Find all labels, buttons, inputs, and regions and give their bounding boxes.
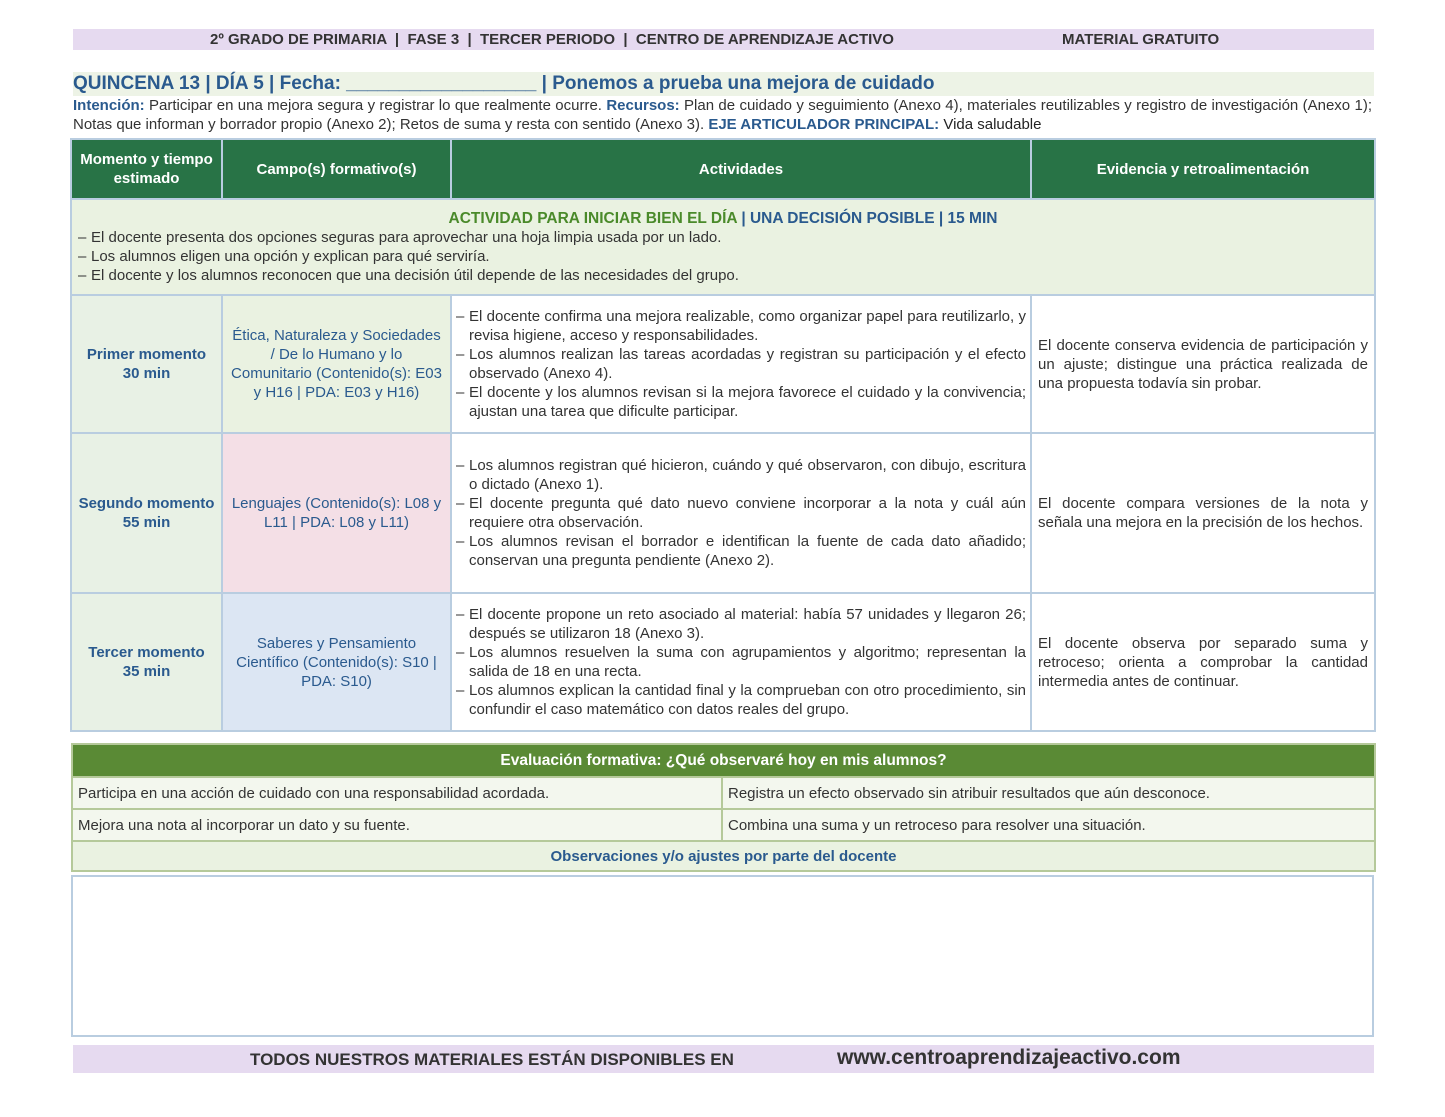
recursos-text: Plan de cuidado y seguimiento (Anexo 4), materiales reutilizables y registro de investigación (Anexo 1); Notas que informan y borrador propio (Anexo 2); Retos de suma y resta con sentido (Anexo 3). (73, 97, 1372, 133)
inicio-list (78, 228, 1368, 285)
intencion-label: Intención: (73, 97, 145, 114)
momento-label: Segundo momento (78, 495, 215, 512)
observaciones-title: Observaciones y/o ajustes por parte del docente (72, 841, 1375, 871)
table-row (71, 433, 1375, 593)
evaluation-item: Registra un efecto observado sin atribuir resultados que aún desconoce. (722, 777, 1375, 809)
evaluation-item: Combina una suma y un retroceso para resolver una situación. (722, 809, 1375, 841)
table-row (71, 593, 1375, 731)
list-item: – El docente y los alumnos reconocen que una decisión útil depende de las necesidades del grupo. (78, 266, 1368, 285)
planning-table (70, 138, 1376, 732)
evidencia-cell: El docente conserva evidencia de participación y un ajuste; distingue una práctica realizada de una propuesta todavía sin probar. (1031, 295, 1375, 433)
list-item: – Los alumnos eligen una opción y explican para qué serviría. (78, 247, 1368, 266)
campo-cell: Lenguajes (Contenido(s): L08 y L11 | PDA: L08 y L11) (222, 433, 451, 593)
momento-cell (71, 593, 222, 731)
intro-paragraph (73, 96, 1372, 134)
momento-label: Tercer momento (88, 644, 205, 661)
list-item: – Los alumnos realizan las tareas acordadas y registran su participación y el efecto observado (Anexo 4). (456, 345, 1026, 383)
inicio-title-blue: UNA DECISIÓN POSIBLE | 15 MIN (749, 209, 998, 227)
actividades-list (456, 307, 1026, 421)
footer-website-link[interactable]: www.centroaprendizajeactivo.com (837, 1046, 1181, 1069)
campo-cell: Saberes y Pensamiento Científico (Contenido(s): S10 | PDA: S10) (222, 593, 451, 731)
list-item: – El docente y los alumnos revisan si la mejora favorece el cuidado y la convivencia; ajustan una tarea que dificulte participar. (456, 383, 1026, 421)
list-item: – Los alumnos resuelven la suma con agrupamientos y algoritmo; representan la salida de 18 en una recta. (456, 643, 1026, 681)
inicio-title-sep: | (737, 209, 750, 227)
actividades-cell (451, 295, 1031, 433)
inicio-cell (71, 199, 1375, 295)
list-item: – Los alumnos registran qué hicieron, cuándo y qué observaron, con dibujo, escritura o dictado (Anexo 1). (456, 456, 1026, 494)
list-item: – Los alumnos revisan el borrador e identifican la fuente de cada dato añadido; conservan una pregunta pendiente (Anexo 2). (456, 532, 1026, 570)
inicio-title (78, 210, 1368, 228)
momento-cell (71, 433, 222, 593)
header-momento: Momento y tiempo estimado (71, 139, 222, 199)
momento-time: 35 min (122, 663, 171, 680)
evaluation-item: Participa en una acción de cuidado con una responsabilidad acordada. (72, 777, 722, 809)
actividades-cell (451, 593, 1031, 731)
list-item: – El docente confirma una mejora realizable, como organizar papel para reutilizarlo, y revisa higiene, acceso y responsabilidades. (456, 307, 1026, 345)
table-header-row (71, 139, 1375, 199)
bottom-banner (73, 1045, 1374, 1073)
actividades-cell (451, 433, 1031, 593)
header-campo: Campo(s) formativo(s) (222, 139, 451, 199)
table-row (71, 295, 1375, 433)
evaluation-item: Mejora una nota al incorporar un dato y su fuente. (72, 809, 722, 841)
title-bar (73, 72, 1374, 96)
eje-value: Vida saludable (939, 116, 1042, 133)
evidencia-cell: El docente observa por separado suma y retroceso; orienta a comprobar la cantidad intermedia antes de continuar. (1031, 593, 1375, 731)
momento-time: 30 min (122, 365, 171, 382)
evaluation-table (71, 743, 1376, 872)
intencion-text: Participar en una mejora segura y registrar lo que realmente ocurre. (144, 97, 607, 114)
banner-course-info: 2º GRADO DE PRIMARIA | FASE 3 | TERCER PERIODO | CENTRO DE APRENDIZAJE ACTIVO (210, 31, 894, 48)
observaciones-input-area[interactable] (71, 875, 1374, 1037)
actividades-list (456, 456, 1026, 570)
banner-free-material: MATERIAL GRATUITO (1062, 31, 1220, 48)
momento-time: 55 min (122, 514, 171, 531)
eje-label: EJE ARTICULADOR PRINCIPAL: (708, 116, 940, 133)
inicio-title-green: ACTIVIDAD PARA INICIAR BIEN EL DÍA (448, 209, 738, 227)
inicio-row (71, 199, 1375, 295)
footer-text: TODOS NUESTROS MATERIALES ESTÁN DISPONIBLES EN (250, 1050, 734, 1069)
momento-cell (71, 295, 222, 433)
header-actividades: Actividades (451, 139, 1031, 199)
recursos-label: Recursos: (606, 97, 680, 114)
list-item: – El docente pregunta qué dato nuevo conviene incorporar a la nota y cuál aún requiere otra observación. (456, 494, 1026, 532)
actividades-list (456, 605, 1026, 719)
top-banner (73, 29, 1374, 50)
momento-label: Primer momento (86, 346, 207, 363)
list-item: – Los alumnos explican la cantidad final y la comprueban con otro procedimiento, sin confundir el caso matemático con datos reales del grupo. (456, 681, 1026, 719)
list-item: – El docente presenta dos opciones seguras para aprovechar una hoja limpia usada por un lado. (78, 228, 1368, 247)
campo-cell: Ética, Naturaleza y Sociedades / De lo Humano y lo Comunitario (Contenido(s): E03 y H16 | PDA: E03 y H16) (222, 295, 451, 433)
evidencia-cell: El docente compara versiones de la nota y señala una mejora en la precisión de los hechos. (1031, 433, 1375, 593)
header-evidencia: Evidencia y retroalimentación (1031, 139, 1375, 199)
list-item: – El docente propone un reto asociado al material: había 57 unidades y llegaron 26; después se utilizaron 18 (Anexo 3). (456, 605, 1026, 643)
page-title: QUINCENA 13 | DÍA 5 | Fecha: __________________ | Ponemos a prueba una mejora de cuidado (73, 73, 935, 94)
evaluation-title: Evaluación formativa: ¿Qué observaré hoy en mis alumnos? (72, 744, 1375, 777)
